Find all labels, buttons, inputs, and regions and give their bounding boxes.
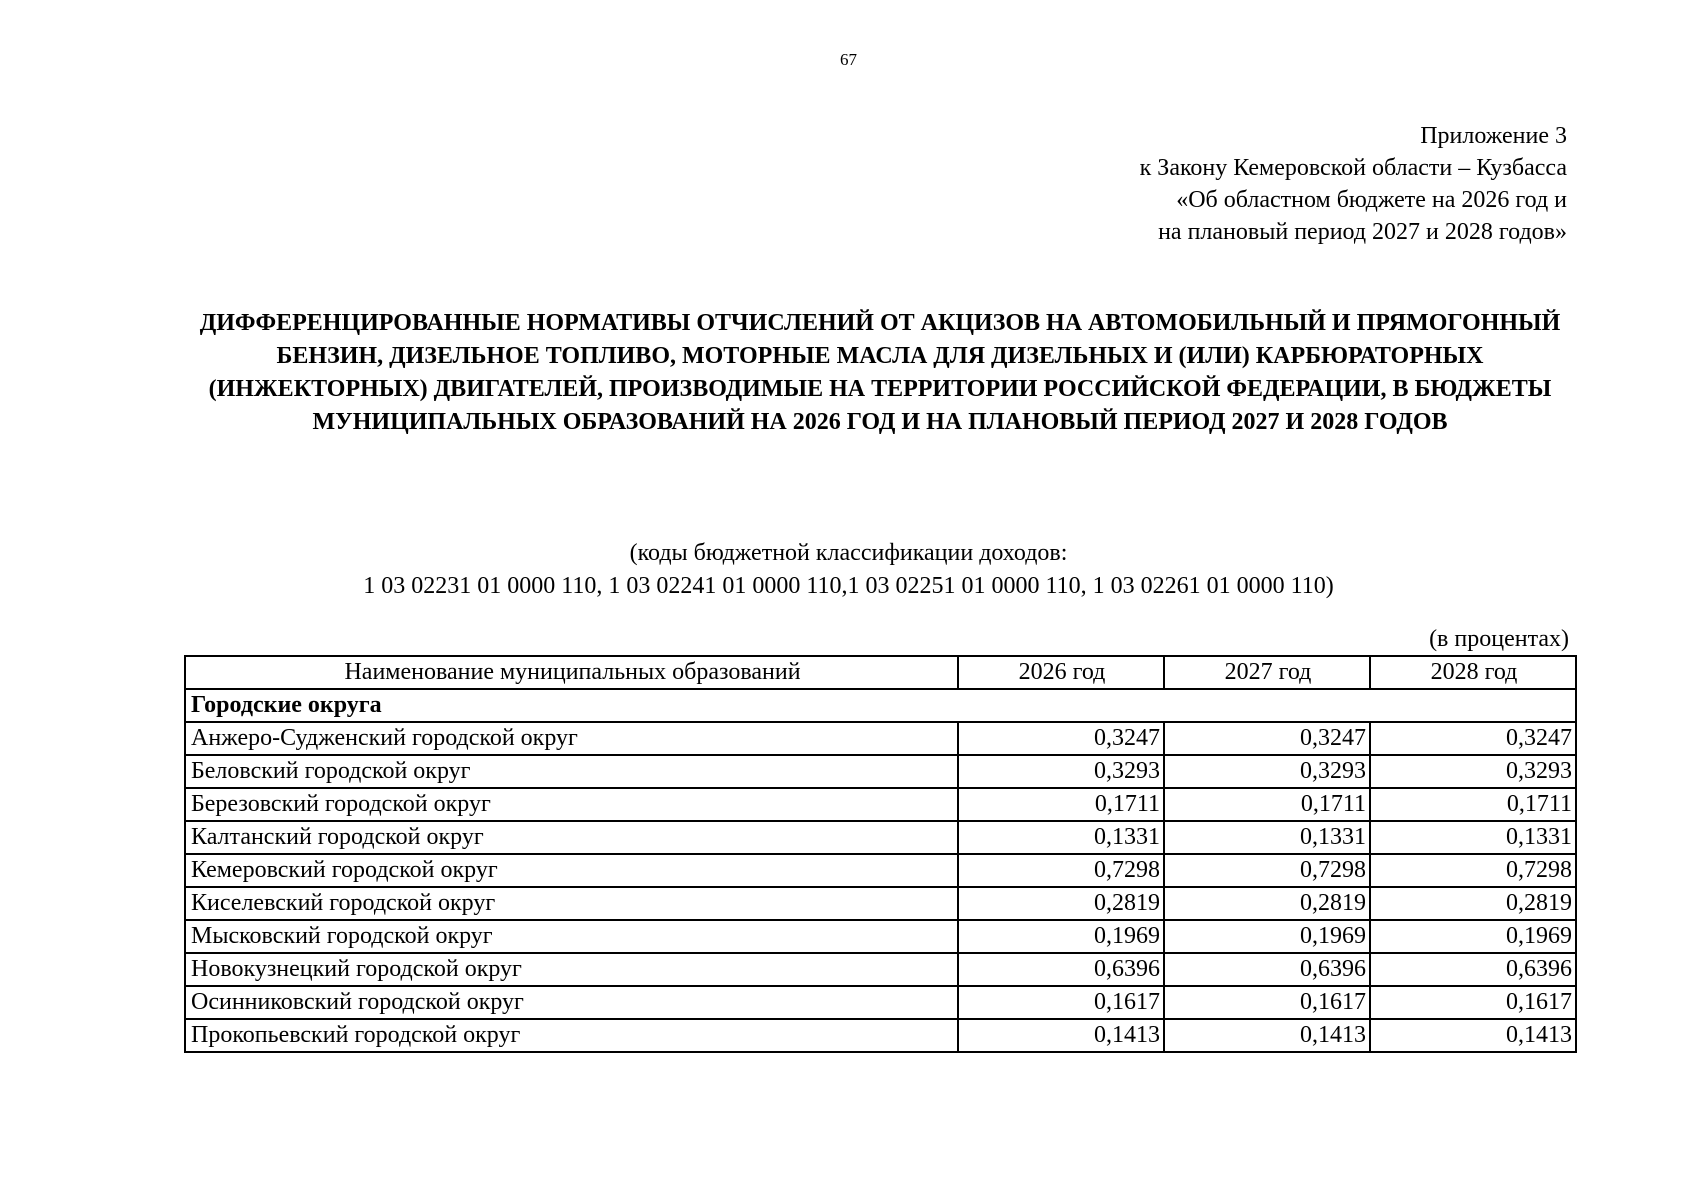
value-2027: 0,1711: [1164, 788, 1370, 821]
municipality-name: Киселевский городской округ: [185, 887, 958, 920]
value-2027: 0,1617: [1164, 986, 1370, 1019]
appendix-line: к Закону Кемеровской области – Кузбасса: [1139, 155, 1567, 181]
municipality-name: Мысковский городской округ: [185, 920, 958, 953]
table-row: [185, 755, 1576, 788]
value-2027: 0,3293: [1164, 755, 1370, 788]
column-header-2027: 2027 год: [1164, 656, 1370, 689]
appendix-line: Приложение 3: [1420, 123, 1567, 149]
value-2027: 0,7298: [1164, 854, 1370, 887]
value-2027: 0,1969: [1164, 920, 1370, 953]
municipality-name: Осинниковский городской округ: [185, 986, 958, 1019]
value-2028: 0,6396: [1370, 953, 1576, 986]
value-2026: 0,2819: [958, 887, 1164, 920]
value-2028: 0,2819: [1370, 887, 1576, 920]
value-2028: 0,3293: [1370, 755, 1576, 788]
value-2027: 0,6396: [1164, 953, 1370, 986]
value-2027: 0,1331: [1164, 821, 1370, 854]
column-header-2028: 2028 год: [1370, 656, 1576, 689]
table-row: [185, 854, 1576, 887]
municipality-name: Кемеровский городской округ: [185, 854, 958, 887]
municipality-name: Березовский городской округ: [185, 788, 958, 821]
value-2026: 0,1711: [958, 788, 1164, 821]
column-header-2026: 2026 год: [958, 656, 1164, 689]
table-row: [185, 920, 1576, 953]
codes-line: 1 03 02231 01 0000 110, 1 03 02241 01 0000 110,1 03 02251 01 0000 110, 1 03 02261 01 0000 110): [363, 573, 1334, 599]
appendix-block: [1140, 120, 1567, 248]
value-2027: 0,2819: [1164, 887, 1370, 920]
municipality-name: Новокузнецкий городской округ: [185, 953, 958, 986]
norms-table: [184, 655, 1577, 1053]
value-2027: 0,3247: [1164, 722, 1370, 755]
table-row: [185, 887, 1576, 920]
section-row: [185, 689, 1576, 722]
value-2028: 0,7298: [1370, 854, 1576, 887]
value-2026: 0,3247: [958, 722, 1164, 755]
municipality-name: Анжеро-Судженский городской округ: [185, 722, 958, 755]
appendix-line: «Об областном бюджете на 2026 год и: [1176, 187, 1567, 213]
municipality-name: Прокопьевский городской округ: [185, 1019, 958, 1052]
value-2026: 0,1331: [958, 821, 1164, 854]
classification-codes: [0, 537, 1697, 603]
value-2028: 0,1617: [1370, 986, 1576, 1019]
value-2028: 0,1331: [1370, 821, 1576, 854]
value-2026: 0,3293: [958, 755, 1164, 788]
page-number: 67: [840, 50, 857, 69]
table-row: [185, 986, 1576, 1019]
value-2028: 0,1413: [1370, 1019, 1576, 1052]
table-header-row: [185, 656, 1576, 689]
value-2026: 0,1413: [958, 1019, 1164, 1052]
value-2026: 0,6396: [958, 953, 1164, 986]
section-title: Городские округа: [185, 689, 1576, 722]
table-row: [185, 1019, 1576, 1052]
municipality-name: Калтанский городской округ: [185, 821, 958, 854]
table-row: [185, 953, 1576, 986]
appendix-line: на плановый период 2027 и 2028 годов»: [1158, 219, 1567, 245]
document-title: ДИФФЕРЕНЦИРОВАННЫЕ НОРМАТИВЫ ОТЧИСЛЕНИЙ ОТ АКЦИЗОВ НА АВТОМОБИЛЬНЫЙ И ПРЯМОГОННЫЙ БЕНЗИН, ДИЗЕЛЬНОЕ ТОПЛИВО, МОТОРНЫЕ МАСЛА ДЛЯ ДИЗЕЛЬНЫХ И (ИЛИ) КАРБЮРАТОРНЫХ (ИНЖЕКТОРНЫХ) ДВИГАТЕЛЕЙ, ПРОИЗВОДИМЫЕ НА ТЕРРИТОРИИ РОССИЙСКОЙ ФЕДЕРАЦИИ, В БЮДЖЕТЫ МУНИЦИПАЛЬНЫХ ОБРАЗОВАНИЙ НА 2026 ГОД И НА ПЛАНОВЫЙ ПЕРИОД 2027 И 2028 ГОДОВ: [199, 310, 1561, 435]
value-2028: 0,3247: [1370, 722, 1576, 755]
value-2026: 0,1617: [958, 986, 1164, 1019]
value-2026: 0,7298: [958, 854, 1164, 887]
table-row: [185, 821, 1576, 854]
table-row: [185, 788, 1576, 821]
codes-line: (коды бюджетной классификации доходов:: [629, 540, 1068, 566]
municipality-name: Беловский городской округ: [185, 755, 958, 788]
units-note: (в процентах): [1429, 626, 1569, 652]
value-2026: 0,1969: [958, 920, 1164, 953]
value-2027: 0,1413: [1164, 1019, 1370, 1052]
value-2028: 0,1711: [1370, 788, 1576, 821]
table-row: [185, 722, 1576, 755]
value-2028: 0,1969: [1370, 920, 1576, 953]
column-header-name: Наименование муниципальных образований: [185, 656, 958, 689]
